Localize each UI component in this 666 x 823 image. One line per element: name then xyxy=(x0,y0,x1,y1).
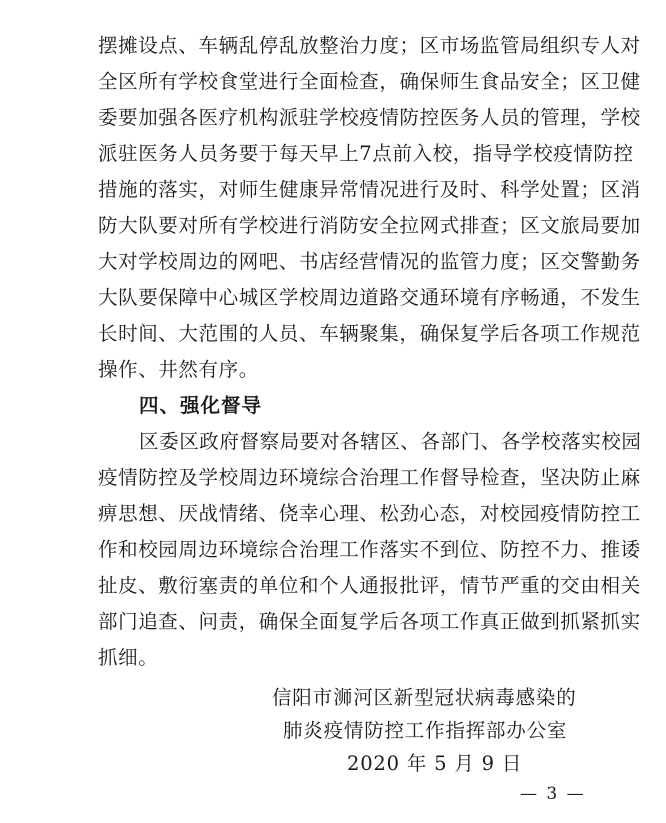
text-line: 措施的落实，对师生健康异常情况进行及时、科学处置；区消 xyxy=(98,178,641,201)
text-line: 防大队要对所有学校进行消防安全拉网式排查；区文旅局要加 xyxy=(98,214,641,237)
text-line: 大对学校周边的网吧、书店经营情况的监管力度；区交警勤务 xyxy=(98,250,641,273)
text-line: 派驻医务人员务要于每天早上7点前入校，指导学校疫情防控 xyxy=(98,142,634,165)
text-line: 大队要保障中心城区学校周边道路交通环境有序畅通，不发生 xyxy=(98,286,641,309)
text-line: 长时间、大范围的人员、车辆聚集，确保复学后各项工作规范 xyxy=(98,322,641,345)
text-line: 痹思想、厌战情绪、侥幸心理、松劲心态，对校园疫情防控工 xyxy=(98,502,641,525)
text-line: 作和校园周边环境综合治理工作落实不到位、防控不力、推诿 xyxy=(98,538,641,561)
signature-org-line-1: 信阳市浉河区新型冠状病毒感染的 xyxy=(272,686,577,709)
text-line: 疫情防控及学校周边环境综合治理工作督导检查，坚决防止麻 xyxy=(98,466,641,489)
text-line: 委要加强各医疗机构派驻学校疫情防控医务人员的管理，学校 xyxy=(98,106,641,129)
section-heading: 四、强化督导 xyxy=(139,394,263,417)
signature-org-line-2: 肺炎疫情防控工作指挥部办公室 xyxy=(283,719,568,742)
text-line: 区委区政府督察局要对各辖区、各部门、各学校落实校园 xyxy=(139,430,642,453)
text-line: 抓细。 xyxy=(98,646,159,669)
text-line: 操作、井然有序。 xyxy=(98,358,259,381)
text-line: 部门追查、问责，确保全面复学后各项工作真正做到抓紧抓实 xyxy=(98,610,641,633)
page-number: — 3 — xyxy=(520,784,586,804)
text-line: 全区所有学校食堂进行全面检查，确保师生食品安全；区卫健 xyxy=(98,70,641,93)
text-line: 摆摊设点、车辆乱停乱放整治力度；区市场监管局组织专人对 xyxy=(98,34,641,57)
text-line: 扯皮、敷衍塞责的单位和个人通报批评，情节严重的交由相关 xyxy=(98,574,641,597)
signature-date: 2020 年 5 月 9 日 xyxy=(347,752,523,775)
